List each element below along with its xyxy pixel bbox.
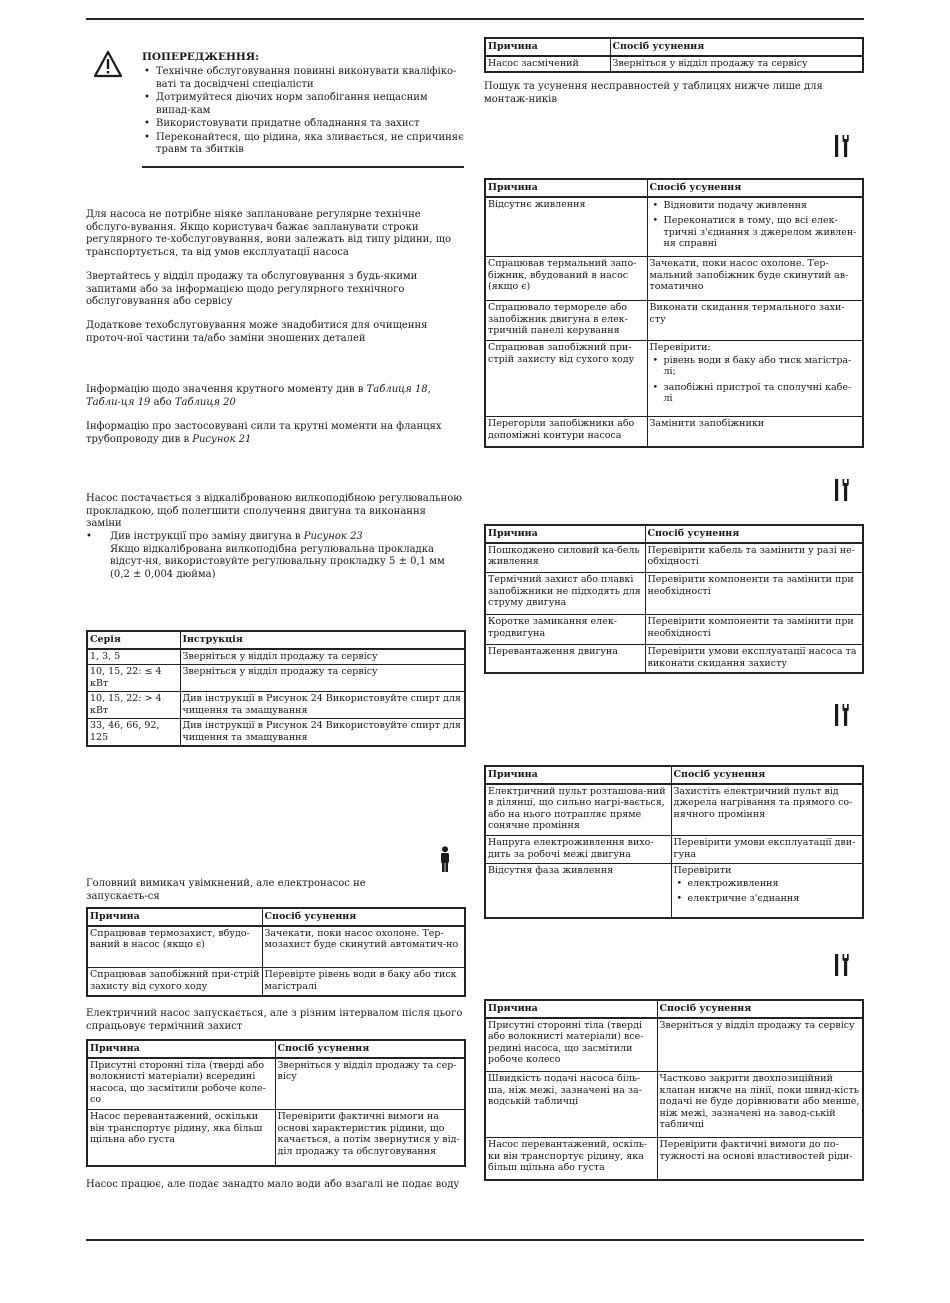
table-row: Спрацював запобіжний при-стрій захисту від сухого ходу Перевірити: • рівень води в баку або тиск магістра-лі; • запобіжні пристрої та сполучні кабе-лі [485, 341, 863, 417]
flange-forces-paragraph: Інформацію про застосовувані сили та крутні моменти на фланцях трубопроводу див в Рисунок 21 [86, 421, 442, 445]
table-row: 10, 15, 22: > 4 кВт Див інструкції в Рисунок 24 Використовуйте спирт для чищення та змащування [87, 692, 465, 719]
column-header: Причина [485, 38, 610, 56]
list-item: • запобіжні пристрої та сполучні кабе-лі [650, 382, 861, 405]
no-power-table [484, 178, 864, 448]
warning-item: • Технічне обслуговування повинні виконувати кваліфіко-ваті та досвідчені спеціалісти [142, 66, 464, 91]
tools-icon [833, 477, 853, 503]
table-row: Насос перевантажений, оскільки він транспортує рідину, яка більш щільна або густа Перевірити фактичні вимоги на основі характеристик рідини, що качається, а потім звернутися у від-діл продажу та обслуговування [87, 1110, 465, 1166]
column-header: Спосіб усунення [262, 908, 465, 926]
warning-list [142, 66, 464, 157]
column-header: Спосіб усунення [671, 766, 863, 784]
thermal-trip-paragraph: Електричний насос запускається, але з різним інтервалом після цього спрацьовує термічний захист [86, 1008, 463, 1032]
table-row: Спрацювало термореле або запобіжник двигуна в елек-тричній панелі керування Виконати скидання термального захи-сту [485, 301, 863, 341]
table-row: Насос засмічений Зверніться у відділ продажу та сервісу [485, 56, 863, 73]
warning-item: • Використовувати придатне обладнання та захист [142, 118, 464, 131]
warning-item: • Переконайтеся, що рідина, яка зливається, не спричиняє травм та збитків [142, 132, 464, 157]
column-header: Причина [87, 908, 262, 926]
column-header: Причина [485, 766, 671, 784]
table-18-link[interactable]: Таблиця 18 [366, 384, 428, 395]
column-header: Причина [485, 525, 645, 543]
table-row: Насос перевантажений, оскіль-ки він транспортує рідину, яка більш щільна або густа Перевірити фактичні вимоги до по-тужності на основі властивостей ріди- [485, 1138, 863, 1180]
control-panel-table [484, 765, 864, 919]
top-rule [86, 18, 864, 20]
column-header: Серія [87, 631, 180, 649]
list-item: • електричне з'єднання [674, 893, 861, 905]
table-row: 33, 46, 66, 92, 125 Див інструкції в Рисунок 24 Використовуйте спирт для чищення та змащування [87, 719, 465, 747]
warning-divider [142, 166, 464, 168]
table-row: Спрацював термозахист, вбудо-ваний в насос (якщо є) Зачекати, поки насос охолоне. Тер-мозахист буде скинутий автоматич-но [87, 926, 465, 968]
tools-icon [833, 702, 853, 728]
column-header: Причина [87, 1040, 275, 1058]
table-row: 1, 3, 5 Зверніться у відділ продажу та сервісу [87, 649, 465, 665]
table-row: Перегоріли запобіжники або допоміжні контури насоса Замінити запобіжники [485, 417, 863, 447]
installers-note: Пошук та усунення несправностей у таблицях нижче лише для монтаж-ників [484, 81, 823, 105]
table-row: Термічний захист або плавкі запобіжники не підходять для струму двигуна Перевірити компоненти та замінити при необхідності [485, 573, 863, 615]
table-row: Присутні сторонні тіла (тверді або волокнисті матеріали) всередині насоса, що засмітили робоче коле-со Зверніться у відділ продажу та сер-вісу [87, 1058, 465, 1110]
table-row: Перевантаження двигуна Перевірити умови експлуатації насоса та виконати скидання захисту [485, 645, 863, 673]
series-instruction-table [86, 630, 466, 747]
list-item: • Відновити подачу живлення [650, 200, 861, 212]
table-row: Відсутня фаза живлення Перевірити • електроживлення • електричне з'єднання [485, 864, 863, 918]
table-row: Відсутнє живлення • Відновити подачу живлення • Переконатися в тому, що всі елек-тричні з'єднання з джерелом живлен-ня справні [485, 197, 863, 257]
figure-21-link[interactable]: Рисунок 21 [192, 433, 252, 445]
warning-title: ПОПЕРЕДЖЕННЯ: [142, 51, 259, 63]
pump-not-starting-paragraph: Головний вимикач увімкнений, але електронасос не запускаєть-ся [86, 878, 366, 902]
table-row: Пошкоджено силовий ка-бель живлення Перевірити кабель та замінити у разі не-обхідності [485, 543, 863, 573]
thermal-trip-table [86, 1039, 466, 1167]
column-header: Спосіб усунення [610, 38, 863, 56]
bottom-rule [86, 1239, 864, 1241]
warning-triangle-icon [93, 50, 123, 78]
clogged-pump-table [484, 37, 864, 73]
list-item: • рівень води в баку або тиск магістра-лі; [650, 355, 861, 378]
column-header: Спосіб усунення [657, 1000, 863, 1018]
list-item: • електроживлення [674, 878, 861, 890]
table-row: Електричний пульт розташова-ний в ділянці, що сильно нагрі-вається, або на нього потрапляє пряме сонячне проміння Захистіть електричний пульт від джерела нагрівання та прямого со-нячного проміння [485, 784, 863, 836]
torque-paragraph: Інформацію щодо значення крутного моменту див в Таблиця 18, Табли-ця 19 або Таблиця 20 [86, 384, 431, 408]
table-20-link[interactable]: Таблиця 20 [174, 396, 236, 408]
column-header: Причина [485, 179, 647, 197]
warning-item: • Дотримуйтеся діючих норм запобігання нещасним випад-кам [142, 92, 464, 117]
no-start-table [86, 907, 466, 997]
figure-23-link[interactable]: Рисунок 23 [303, 531, 363, 542]
column-header: Спосіб усунення [647, 179, 863, 197]
table-row: Спрацював запобіжний при-стрій захисту від сухого ходу Перевірте рівень води в баку або тиск магістралі [87, 968, 465, 996]
service-paragraph: Звертайтесь у відділ продажу та обслуговування з будь-якими запитами або за інформацією щодо регулярного технічного обслуговування або сервісу [86, 271, 418, 307]
column-header: Спосіб усунення [645, 525, 863, 543]
extra-maintenance-paragraph: Додаткове техобслуговування може знадобитися для очищення проточ-ної частини та/або заміни зношених деталей [86, 320, 428, 344]
motor-fault-table [484, 524, 864, 674]
column-header: Причина [485, 1000, 657, 1018]
column-header: Інструкція [180, 631, 465, 649]
tools-icon [833, 952, 853, 978]
list-item: • Переконатися в тому, що всі елек-тричні з'єднання з джерелом живлен-ня справні [650, 215, 861, 250]
table-row: Присутні сторонні тіла (тверді або волокнисті матеріали) все-редині насоса, що засмітили робоче колесо Зверніться у відділ продажу та сервісу [485, 1018, 863, 1072]
shim-paragraph: Насос постачається з відкаліброваною вилкоподібною регулювальною прокладкою, щоб полегшити сполучення двигуна та виконання заміни [86, 493, 462, 529]
low-flow-table [484, 999, 864, 1181]
maintenance-paragraph: Для насоса не потрібне ніяке заплановане регулярне технічне обслуго-вування. Якщо користувач бажає запланувати строки регулярного те-хобслуговування, вони залежать від типу рідини, що транспортується, та від умов експлуатації насоса [86, 209, 452, 258]
table-row: Напруга електроживлення вихо-дить за робочі межі двигуна Перевірити умови експлуатації дви-гуна [485, 836, 863, 864]
warning-block [142, 51, 464, 158]
table-row: 10, 15, 22: ≤ 4 кВт Зверніться у відділ продажу та сервісу [87, 665, 465, 692]
motor-replacement-bullet: • Див інструкції про заміну двигуна в Рисунок 23 Якщо відкалібрована вилкоподібна регулювальна прокладка відсут-ня, використовуйте регулювальну прокладку 5 ± 0,1 мм (0,2 ± 0,004 дюйма) [86, 531, 445, 580]
table-19-link[interactable]: Табли-ця 19 [86, 396, 151, 408]
column-header: Спосіб усунення [275, 1040, 465, 1058]
tools-icon [833, 133, 853, 159]
table-row: Швидкість подачі насоса біль-ша, ніж межі, зазначені на за-водській табличці Частково закрити двохпозиційний клапан нижче на лінії, поки швид-кість подачі не буде дорівнювати або менше, ніж межі, зазначені на завод-ській табличці [485, 1072, 863, 1138]
low-flow-paragraph: Насос працює, але подає занадто мало води або взагалі не подає воду [86, 1179, 460, 1190]
table-row: Коротке замикання елек-тродвигуна Перевірити компоненти та замінити при необхідності [485, 615, 863, 645]
user-icon [439, 846, 451, 872]
table-row: Спрацював термальний запо-біжник, вбудований в насос (якщо є) Зачекати, поки насос охолоне. Тер-мальний запобіжник буде скинутий ав-томатично [485, 257, 863, 301]
